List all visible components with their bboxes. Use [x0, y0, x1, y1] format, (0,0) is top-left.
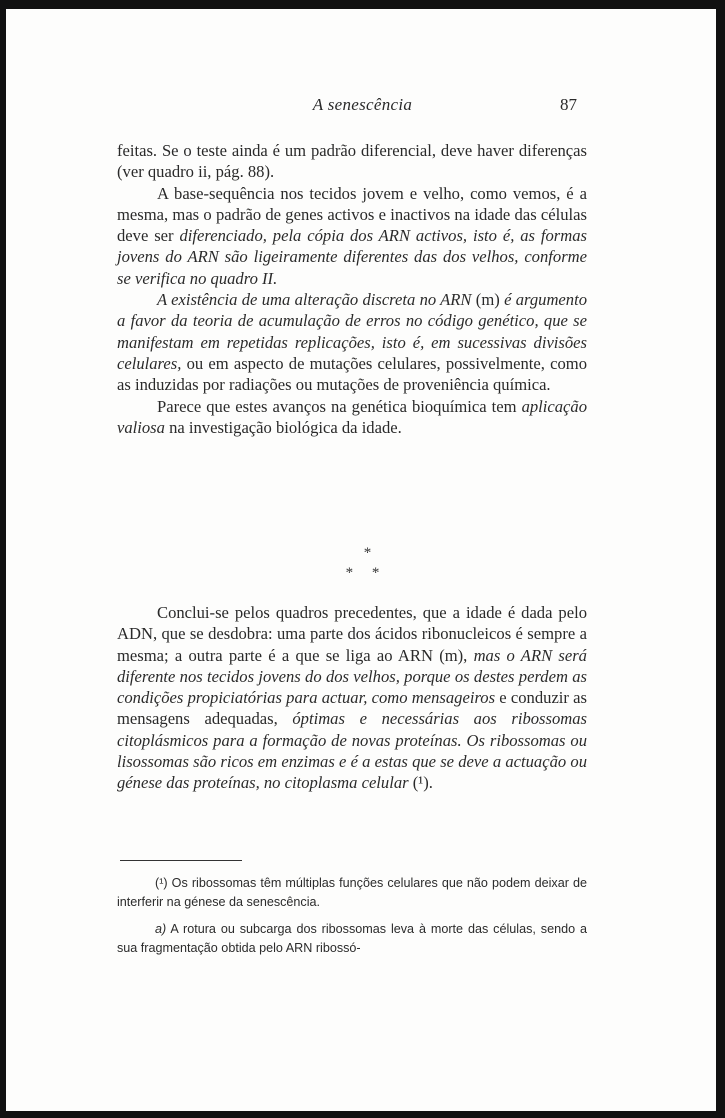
- footnote-a-marker: a): [155, 922, 167, 936]
- footnotes: [117, 874, 587, 966]
- conclusion-italic-a: mas o ARN será diferente nos tecidos jovens do dos velhos, porque os destes perdem as condições propiciatórias para actuar, como mensageiros: [117, 645, 587, 708]
- footnote-1-text: Os ribossomas têm múltiplas funções celulares que não podem deixar de interferir na génese da senescência.: [117, 876, 587, 909]
- paragraph-4: [117, 396, 587, 439]
- footnote-a: [117, 920, 587, 958]
- paragraph-3-italic-a: A existência de uma alteração discreta no ARN: [157, 290, 472, 310]
- paragraph-4-end: na investigação biológica da idade.: [164, 417, 402, 437]
- footnote-1: [117, 874, 587, 912]
- paragraph-3-italic-b: é argumento a favor da teoria de acumulação de erros no código genético, que se manifestam em repetidas replicações, isto é, em sucessivas divisões celulares,: [117, 290, 588, 373]
- footnote-rule: [120, 860, 242, 861]
- paragraph-4-start: Parece que estes avanços na genética bioquímica tem: [157, 396, 522, 416]
- paragraph-2-text: A base-sequência nos tecidos jovem e velho, como vemos, é a mesma, mas o padrão de genes activos e inactivos na idade das células deve ser: [117, 183, 587, 246]
- paragraph-2-italic: diferenciado, pela cópia dos ARN activos, isto é, as formas jovens do ARN são ligeiramente diferentes das dos velhos, conforme se verifica no quadro II.: [117, 226, 587, 288]
- page-number: 87: [560, 95, 577, 114]
- body-section-1: [117, 140, 587, 438]
- conclusion-start: Conclui-se pelos quadros precedentes, que a idade é dada pelo ADN, que se desdobra: uma parte dos ácidos ribonucleicos é sempre a mesma; a outra parte é a que se liga ao ARN (m),: [117, 603, 587, 665]
- footnote-a-text: A rotura ou subcarga dos ribossomas leva à morte das células, sendo a sua fragmentação obtida pelo ARN ribossó-: [117, 922, 587, 955]
- paragraph-3-rest: ou em aspecto de mutações celulares, possivelmente, como as induzidas por radiações ou mutações de proveniência química.: [117, 353, 587, 395]
- running-title: A senescência: [312, 95, 413, 114]
- paragraph-4-italic: aplicação valiosa: [117, 396, 587, 437]
- paragraph-2: [117, 183, 587, 289]
- footnote-reference: (¹).: [408, 773, 433, 793]
- conclusion-paragraph: [117, 602, 587, 794]
- footnote-1-marker: (¹): [155, 876, 168, 890]
- paragraph-3-m: (m): [471, 290, 505, 310]
- conclusion-mid: e conduzir as mensagens adequadas,: [117, 688, 588, 729]
- asterism-top: *: [363, 545, 372, 561]
- asterism-bottom: * *: [345, 565, 380, 581]
- paragraph-1: feitas. Se o teste ainda é um padrão diferencial, deve haver diferenças (ver quadro ii, pág. 88).: [117, 141, 587, 182]
- conclusion-italic-b: óptimas e necessárias aos ribossomas citoplásmicos para a formação de novas proteínas. Os ribossomas ou lisossomas são ricos em enzimas e é a estas que se deve a actuação ou génese das proteínas, no citoplasma celular: [117, 709, 587, 793]
- body-section-2: [117, 602, 587, 794]
- paragraph-3: [117, 289, 587, 395]
